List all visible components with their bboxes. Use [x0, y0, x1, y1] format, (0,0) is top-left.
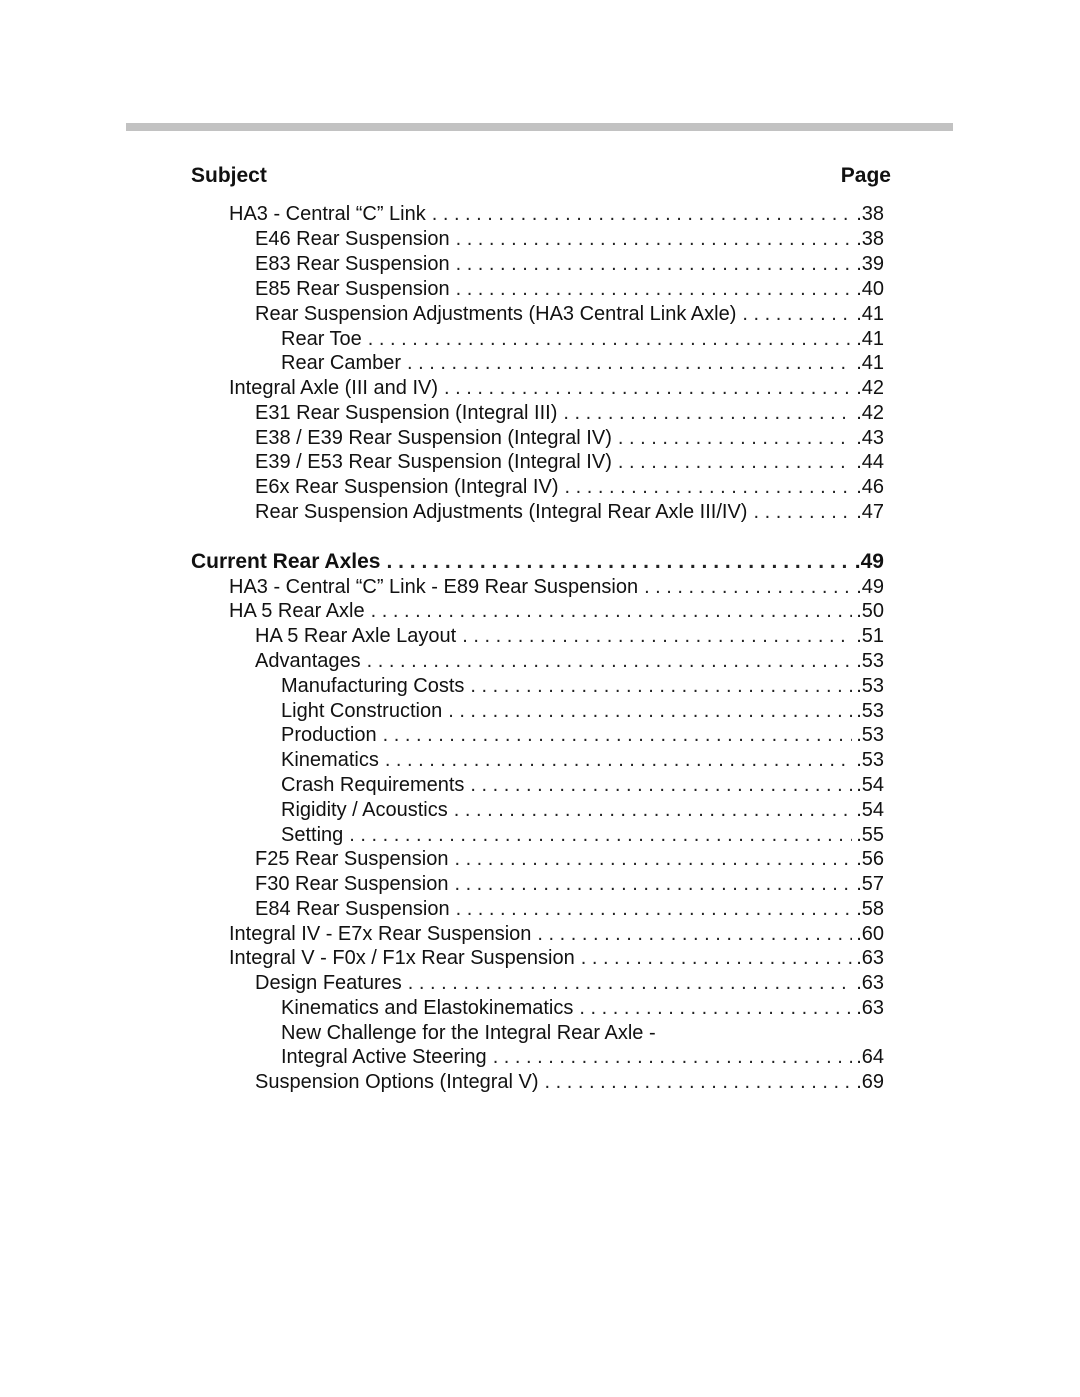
toc-entry-page: .69 — [856, 1071, 884, 1093]
toc-entry-label: Design Features — [255, 972, 402, 994]
dot-leader — [456, 277, 853, 302]
toc-entry-label: Suspension Options (Integral V) — [255, 1071, 539, 1093]
toc-entry-label: E31 Rear Suspension (Integral III) — [255, 402, 558, 424]
dot-leader — [454, 872, 852, 897]
toc-entry-page: .60 — [856, 923, 884, 945]
dot-leader — [367, 649, 853, 674]
toc-entry-page: .39 — [856, 253, 884, 275]
toc-entry-page: .49 — [856, 576, 884, 598]
toc-entry-label: Integral Axle (III and IV) — [229, 377, 438, 399]
toc-entry — [229, 575, 884, 600]
toc-entry-page: .53 — [856, 675, 884, 697]
toc-entry-label: Rear Suspension Adjustments (Integral Rear Axle III/IV) — [255, 501, 748, 523]
toc-entry-page: .57 — [856, 873, 884, 895]
toc-entry — [281, 699, 884, 724]
toc-entry-page: .44 — [856, 451, 884, 473]
toc-entry-label: E83 Rear Suspension — [255, 253, 450, 275]
toc-entry-page: .46 — [856, 476, 884, 498]
dot-leader — [470, 773, 852, 798]
dot-leader — [618, 426, 852, 451]
toc-entry-page: .51 — [856, 625, 884, 647]
dot-leader — [349, 823, 852, 848]
dot-leader — [444, 376, 852, 401]
toc-entry — [281, 996, 884, 1021]
toc-entry-label: Manufacturing Costs — [281, 675, 465, 697]
toc-entry — [281, 674, 884, 699]
dot-leader — [448, 699, 852, 724]
toc-entry — [255, 277, 884, 302]
toc-entry-label: E84 Rear Suspension — [255, 898, 450, 920]
dot-leader — [565, 475, 853, 500]
toc-entry-label: New Challenge for the Integral Rear Axle - — [281, 1022, 656, 1044]
toc-entry-page: .41 — [856, 303, 884, 325]
toc-entry — [281, 1021, 884, 1046]
toc-entry-label: E46 Rear Suspension — [255, 228, 450, 250]
toc-entry-label: E85 Rear Suspension — [255, 278, 450, 300]
toc-entry-label: HA3 - Central “C” Link — [229, 203, 426, 225]
toc-entry — [255, 872, 884, 897]
toc-entry — [255, 897, 884, 922]
toc-entry — [255, 227, 884, 252]
toc-entry — [281, 351, 884, 376]
toc-entry — [255, 252, 884, 277]
dot-leader — [470, 674, 852, 699]
toc-entry-label: Kinematics — [281, 749, 379, 771]
dot-leader — [456, 227, 853, 252]
toc-entry — [229, 599, 884, 624]
toc-entry-page: .63 — [856, 972, 884, 994]
toc-entry — [255, 401, 884, 426]
dot-leader — [368, 327, 852, 352]
toc-entry-label: Integral IV - E7x Rear Suspension — [229, 923, 532, 945]
dot-leader — [493, 1045, 853, 1070]
toc-entry-label: Crash Requirements — [281, 774, 465, 796]
toc-entry-page: .55 — [856, 824, 884, 846]
toc-entry-label: Setting — [281, 824, 344, 846]
toc-entry — [255, 450, 884, 475]
toc-entry-page: .54 — [856, 799, 884, 821]
toc-entry-label: Rear Suspension Adjustments (HA3 Central Link Axle) — [255, 303, 737, 325]
toc-entry-page: .56 — [856, 848, 884, 870]
toc-entry-page: .50 — [856, 600, 884, 622]
toc-entry — [255, 1070, 884, 1095]
toc-entry-page: .41 — [856, 328, 884, 350]
toc-entry-page: .58 — [856, 898, 884, 920]
toc-entry — [255, 302, 884, 327]
toc-entry-page: .63 — [856, 997, 884, 1019]
toc-entry-page: .53 — [856, 700, 884, 722]
toc-entry-label: E39 / E53 Rear Suspension (Integral IV) — [255, 451, 612, 473]
toc-entry-label: Advantages — [255, 650, 361, 672]
dot-leader — [753, 500, 852, 525]
toc-entry — [281, 1045, 884, 1070]
dot-leader — [462, 624, 852, 649]
toc-entry — [255, 624, 884, 649]
toc-entry — [255, 649, 884, 674]
dot-leader — [456, 252, 853, 277]
dot-leader — [545, 1070, 853, 1095]
toc-entry-label: E6x Rear Suspension (Integral IV) — [255, 476, 559, 498]
toc-header — [191, 164, 891, 192]
dot-leader — [581, 946, 852, 971]
toc-entry-page: .43 — [856, 427, 884, 449]
dot-leader — [407, 351, 852, 376]
toc-entry — [229, 202, 884, 227]
toc-section-heading — [191, 549, 884, 574]
dot-leader — [454, 847, 852, 872]
toc-entry-page: .38 — [856, 203, 884, 225]
subject-column-heading: Subject — [191, 164, 267, 187]
toc-entry-label: Production — [281, 724, 377, 746]
toc-entry — [229, 376, 884, 401]
toc-entry-label: Integral Active Steering — [281, 1046, 487, 1068]
toc-entry — [255, 971, 884, 996]
toc-entry-label: HA 5 Rear Axle Layout — [255, 625, 457, 647]
dot-leader — [618, 450, 852, 475]
dot-leader — [371, 599, 853, 624]
toc-entry-label: HA3 - Central “C” Link - E89 Rear Suspension — [229, 576, 639, 598]
toc-entry — [281, 327, 884, 352]
toc-entry-page: .53 — [856, 724, 884, 746]
toc-entry — [281, 773, 884, 798]
toc-entry — [255, 475, 884, 500]
top-divider-rule — [126, 123, 953, 131]
dot-leader — [385, 748, 852, 773]
toc-entry-label: Rear Camber — [281, 352, 402, 374]
toc-entry — [229, 922, 884, 947]
toc-entry-label: Light Construction — [281, 700, 443, 722]
toc-entry-page: .42 — [856, 402, 884, 424]
toc-entry — [281, 723, 884, 748]
dot-leader — [644, 575, 852, 600]
toc-entry — [281, 798, 884, 823]
toc-entry-label: Rear Toe — [281, 328, 362, 350]
toc-entry-label: HA 5 Rear Axle — [229, 600, 365, 622]
toc-entry-page: .42 — [856, 377, 884, 399]
toc-entry-page: .47 — [856, 501, 884, 523]
toc-entry — [255, 500, 884, 525]
dot-leader — [432, 202, 852, 227]
toc-section-page: .49 — [854, 550, 884, 573]
toc-entry-page: .63 — [856, 947, 884, 969]
toc-entry-page: .53 — [856, 749, 884, 771]
dot-leader — [386, 549, 850, 574]
toc-entry-label: Kinematics and Elastokinematics — [281, 997, 574, 1019]
dot-leader — [408, 971, 852, 996]
dot-leader — [454, 798, 852, 823]
toc-entry — [229, 946, 884, 971]
toc-entry-page: .38 — [856, 228, 884, 250]
toc-entry — [255, 847, 884, 872]
dot-leader — [742, 302, 852, 327]
dot-leader — [563, 401, 852, 426]
toc-entry-page: .41 — [856, 352, 884, 374]
toc-entry-page: .54 — [856, 774, 884, 796]
toc-entry-label: Integral V - F0x / F1x Rear Suspension — [229, 947, 575, 969]
toc-entry-page: .40 — [856, 278, 884, 300]
toc-entry — [281, 748, 884, 773]
toc-entry-label: Rigidity / Acoustics — [281, 799, 448, 821]
toc-entry-label: E38 / E39 Rear Suspension (Integral IV) — [255, 427, 612, 449]
dot-leader — [537, 922, 852, 947]
dot-leader — [579, 996, 852, 1021]
page-column-heading: Page — [840, 164, 891, 187]
dot-leader — [383, 723, 853, 748]
toc-entry — [255, 426, 884, 451]
toc-entry — [281, 823, 884, 848]
toc-entry-label: F25 Rear Suspension — [255, 848, 449, 870]
toc-section-label: Current Rear Axles — [191, 550, 381, 573]
toc-entry-label: F30 Rear Suspension — [255, 873, 449, 895]
dot-leader — [456, 897, 853, 922]
toc-entry-page: .64 — [856, 1046, 884, 1068]
toc-entry-page: .53 — [856, 650, 884, 672]
